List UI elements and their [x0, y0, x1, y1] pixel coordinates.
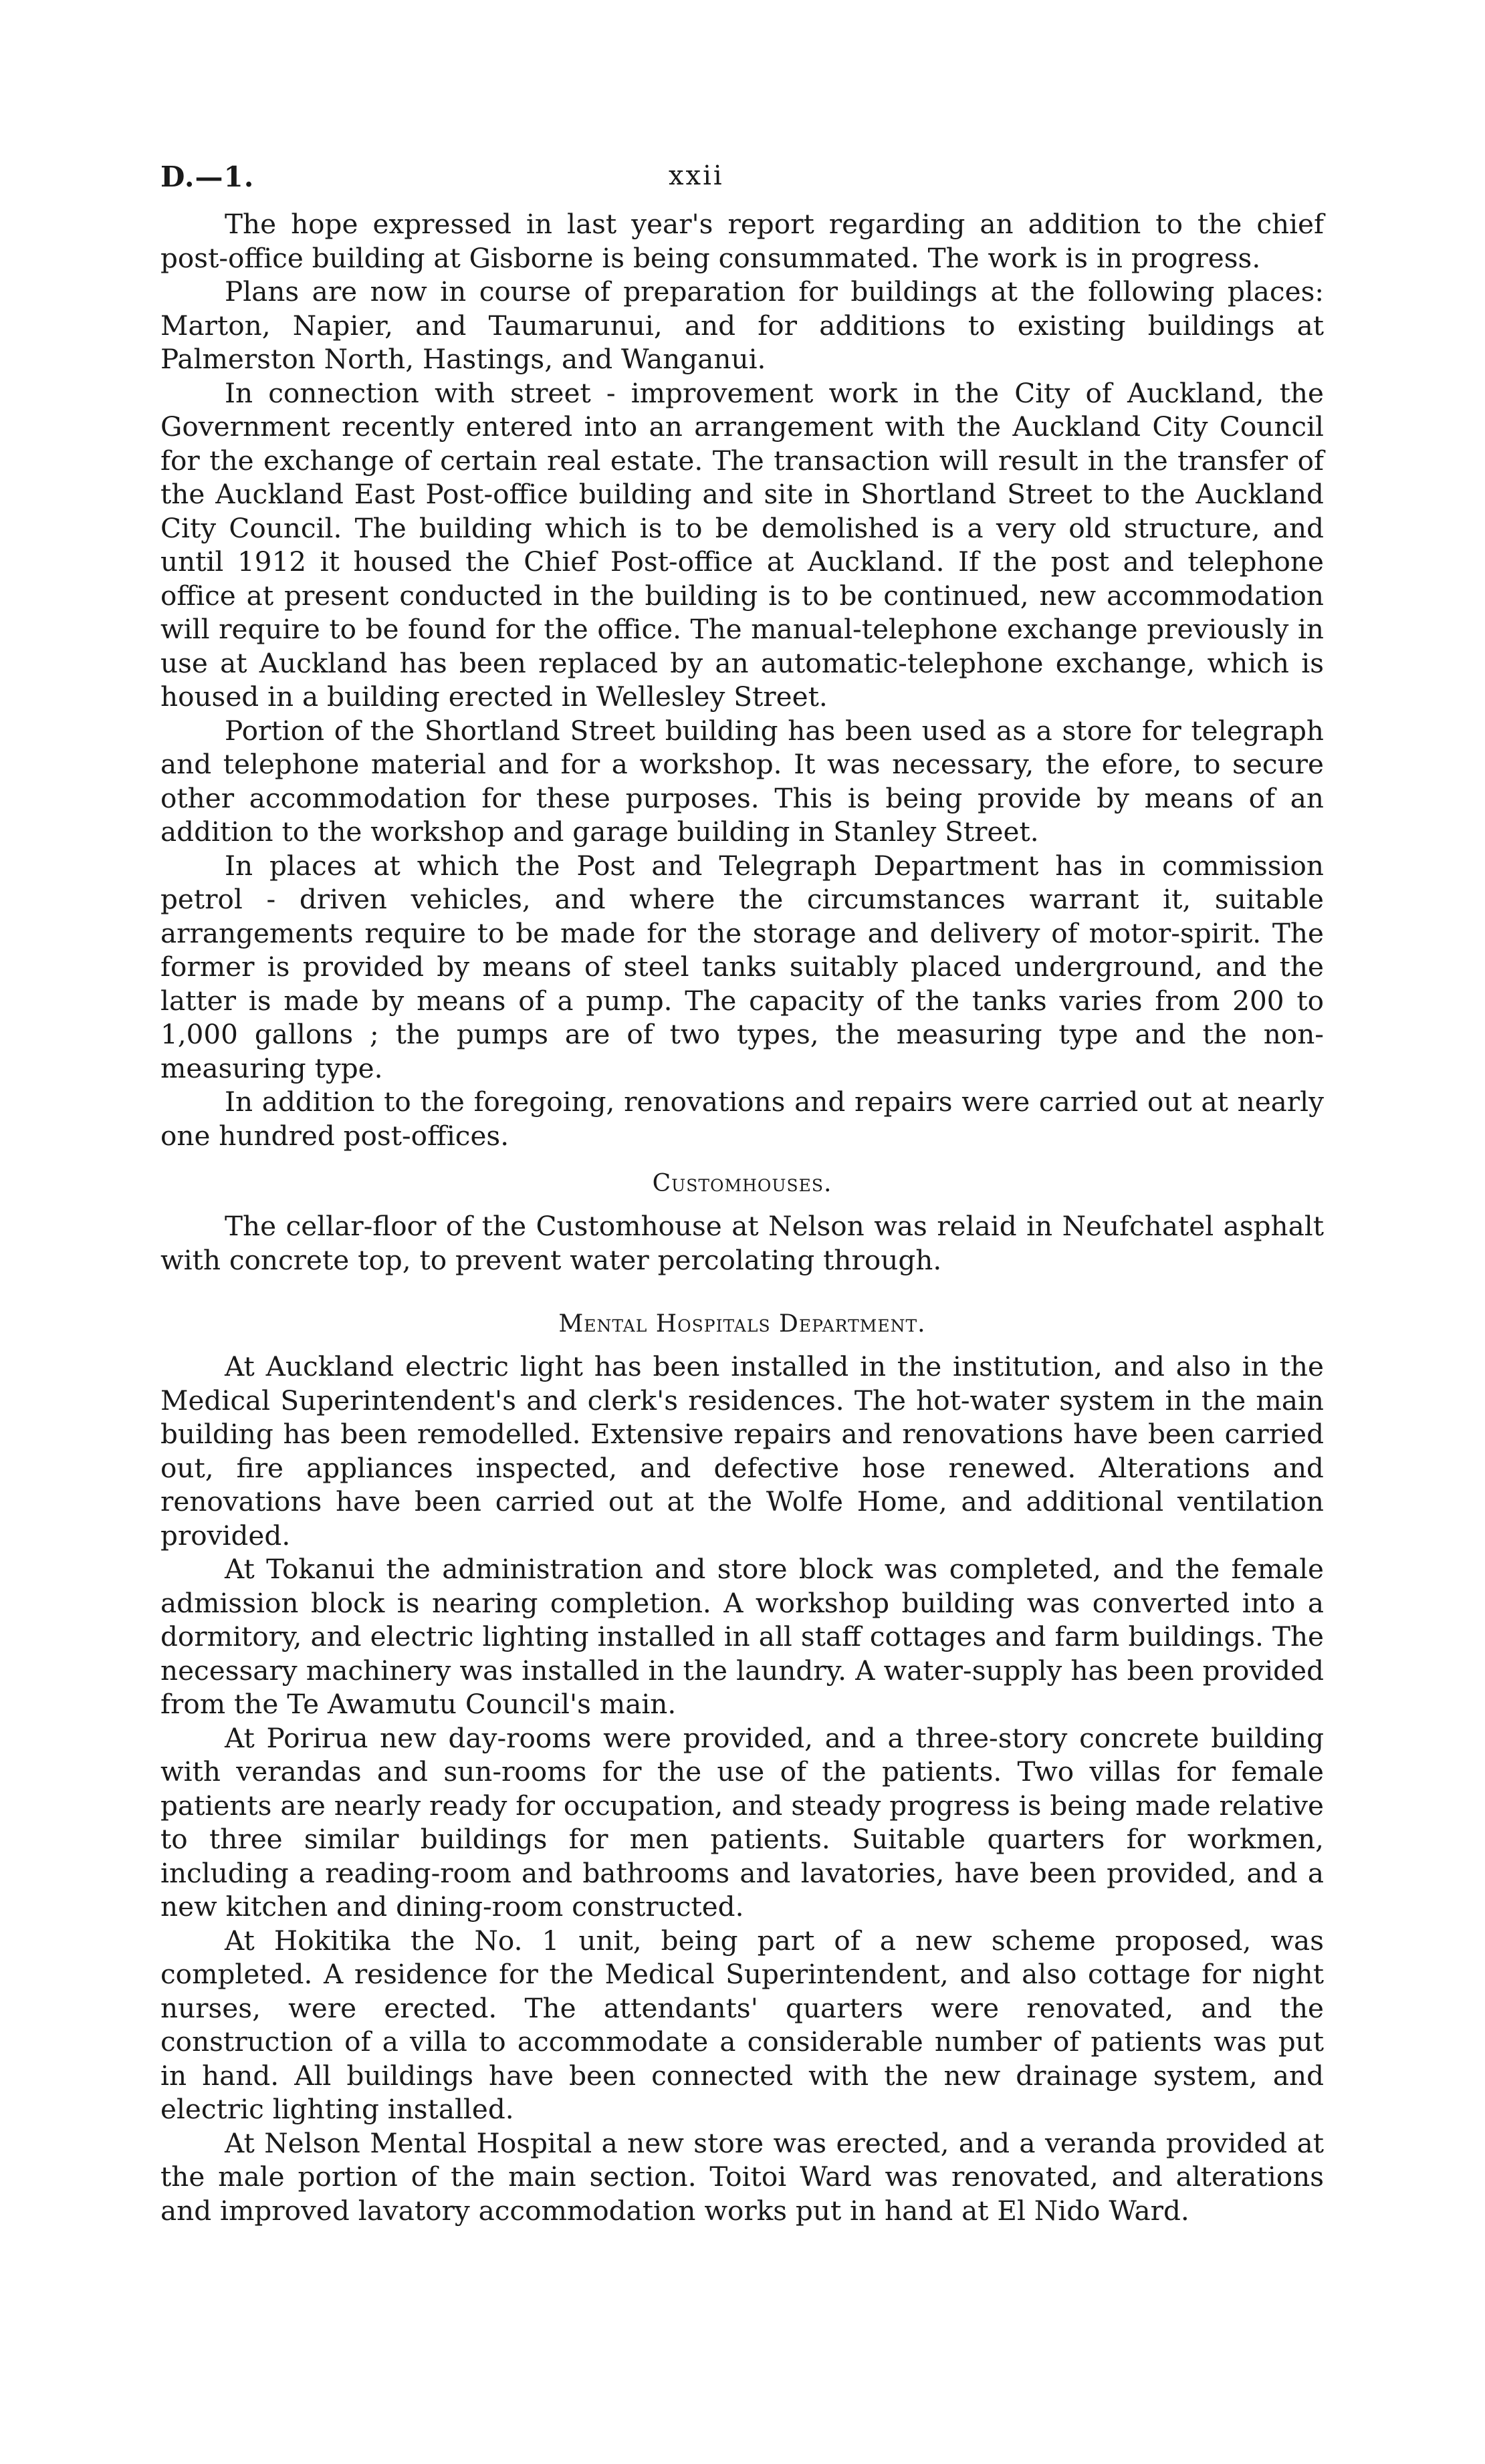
paragraph-auckland-street-improvement: In connection with street - improvement work in the City of Auckland, the Government recently entered into an arrangement with the Auckland City Council for the exchange of certain real estate. The transaction will result in the transfer of the Auckland East Post-office building and site in Shortland Street to the Auckland City Council. The building which is to be demolished is a very old structure, and until 1912 it housed the Chief Post-office at Auckland. If the post and telephone office at present conducted in the building is to be continued, new accommodation will require to be found for the office. The manual-telephone exchange previously in use at Auckland has been replaced by an automatic-telephone exchange, which is housed in a building erected in Wellesley Street.: [160, 376, 1324, 713]
paragraph-hokitika: At Hokitika the No. 1 unit, being part of a new scheme proposed, was completed. A residence for the Medical Superintendent, and also cottage for night nurses, were erected. The attendants' quarters were renovated, and the construction of a villa to accommodate a considerable number of patients was put in hand. All buildings have been connected with the new drainage system, and electric lighting installed.: [160, 1924, 1324, 2125]
paragraph-gisborne: The hope expressed in last year's report regarding an addition to the chief post-office building at Gisborne is being consummated. The work is in progress.: [160, 208, 1324, 274]
paragraph-porirua: At Porirua new day-rooms were provided, and a three-story concrete building with verandas and sun-rooms for the use of the patients. Two villas for female patients are nearly ready for occupation, and steady progress is being made relative to three similar buildings for men patients. Suitable quarters for workmen, including a reading-room and bathrooms and lavatories, have been provided, and a new kitchen and dining-room constructed.: [160, 1721, 1324, 1923]
page-header: [160, 134, 1324, 207]
customhouses-section: [160, 1170, 1324, 1277]
paragraph-auckland-hospital: At Auckland electric light has been installed in the institution, and also in the Medical Superintendent's and clerk's residences. The hot-water system in the main building has been remodelled. Extensive repairs and renovations have been carried out, fire appliances inspected, and defective hose renewed. Alterations and renovations have been carried out at the Wolfe Home, and additional ventilation provided.: [160, 1350, 1324, 1552]
section-heading-customhouses: Customhouses.: [652, 1170, 832, 1197]
paragraph-petrol-vehicles: In places at which the Post and Telegraph Department has in commission petrol - driven vehicles, and where the circumstances warrant it, suitable arrangements require to be made for the storage and delivery of motor-spirit. The former is provided by means of steel tanks suitably placed underground, and the latter is made by means of a pump. The capacity of the tanks varies from 200 to 1,000 gallons ; the pumps are of two types, the measuring type and the non-measuring type.: [160, 849, 1324, 1084]
paragraph-plans: Plans are now in course of preparation for buildings at the following places: Marton, Napier, and Taumarunui, and for additions to existing buildings at Palmerston North, Hastings, and Wanganui.: [160, 275, 1324, 375]
post-offices-section: [160, 207, 1324, 1152]
page-number: xxii: [669, 160, 724, 191]
document-page: [160, 134, 1324, 2227]
paragraph-renovations: In addition to the foregoing, renovations and repairs were carried out at nearly one hundred post-offices.: [160, 1086, 1324, 1152]
section-heading-mental-hospitals: Mental Hospitals Department.: [558, 1310, 926, 1338]
paragraph-tokanui: At Tokanui the administration and store block was completed, and the female admission block is nearing completion. A workshop building was converted into a dormitory, and electric lighting installed in all staff cottages and farm buildings. The necessary machinery was installed in the laundry. A water-supply has been provided from the Te Awamutu Council's main.: [160, 1553, 1324, 1720]
paragraph-nelson-mental-hospital: At Nelson Mental Hospital a new store was erected, and a veranda provided at the male portion of the main section. Toitoi Ward was renovated, and alterations and improved lavatory accommodation works put in hand at El Nido Ward.: [160, 2126, 1324, 2227]
document-reference: D.—1.: [160, 160, 255, 193]
paragraph-nelson-customhouse: The cellar-floor of the Customhouse at Nelson was relaid in Neufchatel asphalt with concrete top, to prevent water percolating through.: [160, 1210, 1324, 1276]
paragraph-shortland-street: Portion of the Shortland Street building has been used as a store for telegraph and telephone material and for a workshop. It was necessary, the efore, to secure other accommodation for these purposes. This is being provide by means of an addition to the workshop and garage building in Stanley Street.: [160, 714, 1324, 848]
mental-hospitals-section: [160, 1310, 1324, 2227]
